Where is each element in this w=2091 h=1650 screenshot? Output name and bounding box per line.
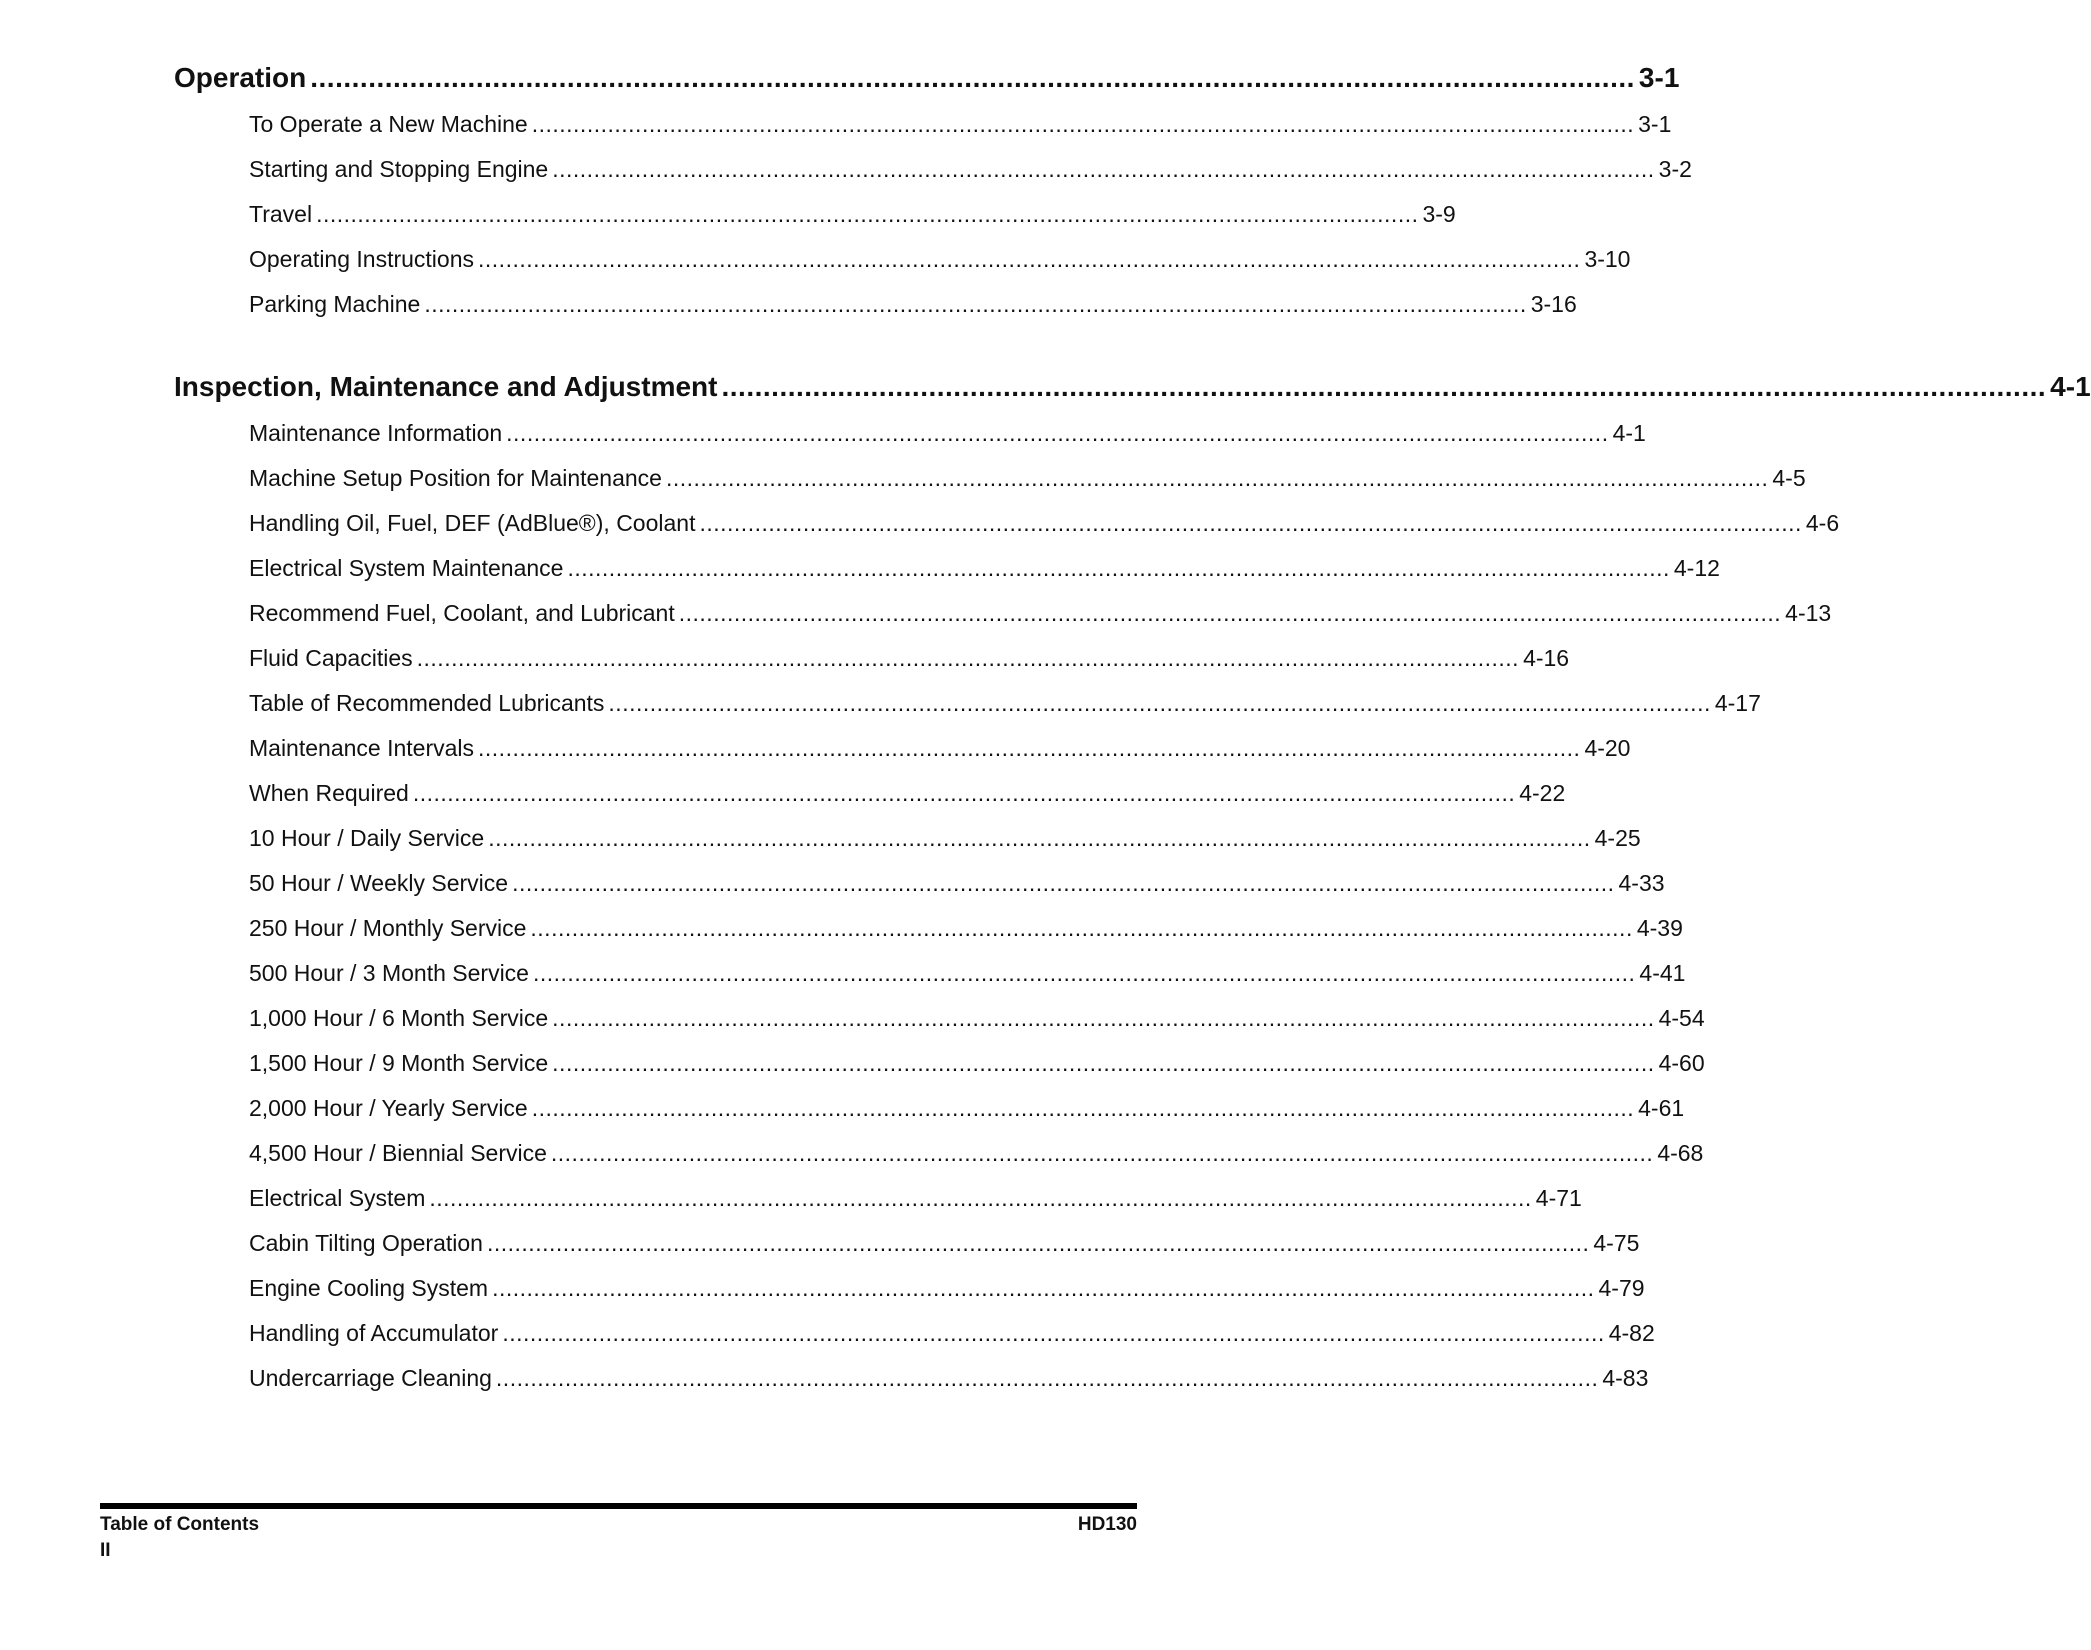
toc-section-heading[interactable] [174, 371, 2091, 403]
footer-model: HD130 [1077, 1514, 1137, 1535]
toc-entry[interactable] [249, 510, 1840, 537]
entry-page: 4-6 [1805, 510, 1840, 536]
toc-entry[interactable] [249, 1095, 1685, 1122]
entry-title: When Required [249, 780, 409, 806]
dot-leader: ................................................................................................................................................................ [478, 735, 1581, 761]
dot-leader: ................................................................................................................................................................ [531, 111, 1635, 137]
dot-leader: ................................................................................................................................................................ [512, 870, 1615, 896]
entry-page: 4-60 [1658, 1050, 1705, 1076]
entry-page: 4-61 [1638, 1095, 1685, 1121]
entry-page: 4-16 [1523, 645, 1570, 671]
dot-leader: ................................................................................................................................................................ [495, 1365, 1599, 1391]
toc-section-heading[interactable] [174, 62, 1680, 94]
toc-entry[interactable] [249, 1320, 1655, 1347]
entry-title: Parking Machine [249, 291, 421, 317]
entry-page: 4-75 [1593, 1230, 1640, 1256]
section-title: Operation [174, 62, 307, 93]
entry-title: Machine Setup Position for Maintenance [249, 465, 662, 491]
entry-title: Table of Recommended Lubricants [249, 690, 605, 716]
dot-leader: ................................................................................................................................................................ [412, 780, 1516, 806]
entry-title: 2,000 Hour / Yearly Service [249, 1095, 528, 1121]
entry-page: 3-2 [1658, 156, 1692, 182]
dot-leader: ................................................................................................................................................................ [721, 371, 2047, 402]
entry-title: Starting and Stopping Engine [249, 156, 549, 182]
dot-leader: ................................................................................................................................................................ [316, 201, 1419, 227]
toc-entry[interactable] [249, 201, 1456, 228]
entry-page: 3-1 [1638, 111, 1672, 137]
dot-leader: ................................................................................................................................................................ [608, 690, 1711, 716]
dot-leader: ................................................................................................................................................................ [699, 510, 1802, 536]
entry-page: 4-1 [1612, 420, 1646, 446]
toc-entry[interactable] [249, 555, 1720, 582]
dot-leader: ................................................................................................................................................................ [429, 1185, 1532, 1211]
dot-leader: ................................................................................................................................................................ [424, 291, 1527, 317]
entry-title: 1,500 Hour / 9 Month Service [249, 1050, 549, 1076]
dot-leader: ................................................................................................................................................................ [506, 420, 1609, 446]
dot-leader: ................................................................................................................................................................ [567, 555, 1670, 581]
entry-page: 3-10 [1584, 246, 1631, 272]
section-page: 3-1 [1638, 62, 1680, 93]
entry-page: 4-12 [1673, 555, 1720, 581]
entry-page: 4-79 [1598, 1275, 1645, 1301]
entry-title: 10 Hour / Daily Service [249, 825, 485, 851]
dot-leader: ................................................................................................................................................................ [478, 246, 1581, 272]
entry-title: Handling Oil, Fuel, DEF (AdBlue®), Coolant [249, 510, 696, 536]
dot-leader: ................................................................................................................................................................ [552, 1005, 1655, 1031]
entry-title: 50 Hour / Weekly Service [249, 870, 509, 896]
entry-page: 4-33 [1618, 870, 1665, 896]
entry-title: Operating Instructions [249, 246, 475, 272]
toc-entry[interactable] [249, 825, 1641, 852]
footer-left [100, 1512, 259, 1564]
toc-entry[interactable] [249, 465, 1806, 492]
dot-leader: ................................................................................................................................................................ [530, 915, 1633, 941]
entry-page: 4-25 [1594, 825, 1641, 851]
toc-entry[interactable] [249, 645, 1570, 672]
entry-page: 3-9 [1422, 201, 1456, 227]
toc-entry[interactable] [249, 780, 1566, 807]
entry-title: Fluid Capacities [249, 645, 413, 671]
toc-entry[interactable] [249, 600, 1832, 627]
entry-title: 4,500 Hour / Biennial Service [249, 1140, 547, 1166]
dot-leader: ................................................................................................................................................................ [488, 825, 1591, 851]
dot-leader: ................................................................................................................................................................ [486, 1230, 1590, 1256]
entry-title: Recommend Fuel, Coolant, and Lubricant [249, 600, 675, 626]
entry-title: Cabin Tilting Operation [249, 1230, 483, 1256]
toc-entry[interactable] [249, 915, 1683, 942]
entry-page: 4-5 [1772, 465, 1806, 491]
dot-leader: ................................................................................................................................................................ [550, 1140, 1654, 1166]
dot-leader: ................................................................................................................................................................ [416, 645, 1520, 671]
footer-section-title: Table of Contents [100, 1514, 260, 1535]
toc-entry[interactable] [249, 1005, 1705, 1032]
entry-page: 3-16 [1530, 291, 1577, 317]
entry-page: 4-41 [1639, 960, 1686, 986]
entry-page: 4-39 [1636, 915, 1683, 941]
entry-title: Travel [249, 201, 313, 227]
entry-page: 4-20 [1584, 735, 1631, 761]
toc-entry[interactable] [249, 246, 1631, 273]
dot-leader: ................................................................................................................................................................ [665, 465, 1769, 491]
dot-leader: ................................................................................................................................................................ [531, 1095, 1635, 1121]
dot-leader: ................................................................................................................................................................ [502, 1320, 1605, 1346]
toc-entry[interactable] [249, 156, 1692, 183]
entry-title: 250 Hour / Monthly Service [249, 915, 527, 941]
dot-leader: ................................................................................................................................................................ [552, 156, 1655, 182]
toc-entry[interactable] [249, 111, 1672, 138]
dot-leader: ................................................................................................................................................................ [310, 62, 1635, 93]
entry-title: Maintenance Information [249, 420, 503, 446]
section-page: 4-1 [2050, 371, 2091, 402]
toc-entry[interactable] [249, 870, 1665, 897]
toc-entry[interactable] [249, 690, 1761, 717]
entry-page: 4-68 [1657, 1140, 1704, 1166]
dot-leader: ................................................................................................................................................................ [492, 1275, 1595, 1301]
toc-entry[interactable] [249, 1275, 1645, 1302]
entry-page: 4-17 [1714, 690, 1761, 716]
entry-page: 4-13 [1785, 600, 1832, 626]
entry-title: Undercarriage Cleaning [249, 1365, 492, 1391]
dot-leader: ................................................................................................................................................................ [678, 600, 1782, 626]
toc-entry[interactable] [249, 1050, 1705, 1077]
toc-entry[interactable] [249, 960, 1686, 987]
dot-leader: ................................................................................................................................................................ [552, 1050, 1655, 1076]
entry-page: 4-71 [1535, 1185, 1582, 1211]
toc-entry[interactable] [249, 1140, 1704, 1167]
toc-entry[interactable] [249, 735, 1631, 762]
toc-entry[interactable] [249, 291, 1577, 318]
entry-title: To Operate a New Machine [249, 111, 528, 137]
footer-divider [100, 1503, 1137, 1509]
entry-title: Engine Cooling System [249, 1275, 489, 1301]
entry-title: Handling of Accumulator [249, 1320, 499, 1346]
toc-entry[interactable] [249, 1185, 1582, 1212]
dot-leader: ................................................................................................................................................................ [532, 960, 1636, 986]
entry-page: 4-82 [1608, 1320, 1655, 1346]
entry-title: Electrical System [249, 1185, 426, 1211]
toc-entry[interactable] [249, 1230, 1640, 1257]
entry-title: 1,000 Hour / 6 Month Service [249, 1005, 549, 1031]
entry-title: 500 Hour / 3 Month Service [249, 960, 529, 986]
entry-page: 4-22 [1519, 780, 1566, 806]
entry-title: Maintenance Intervals [249, 735, 475, 761]
entry-page: 4-83 [1602, 1365, 1649, 1391]
toc-entry[interactable] [249, 420, 1646, 447]
entry-title: Electrical System Maintenance [249, 555, 564, 581]
toc-entry[interactable] [249, 1365, 1649, 1392]
footer-page-number: II [100, 1540, 111, 1561]
section-title: Inspection, Maintenance and Adjustment [174, 371, 718, 402]
entry-page: 4-54 [1658, 1005, 1705, 1031]
